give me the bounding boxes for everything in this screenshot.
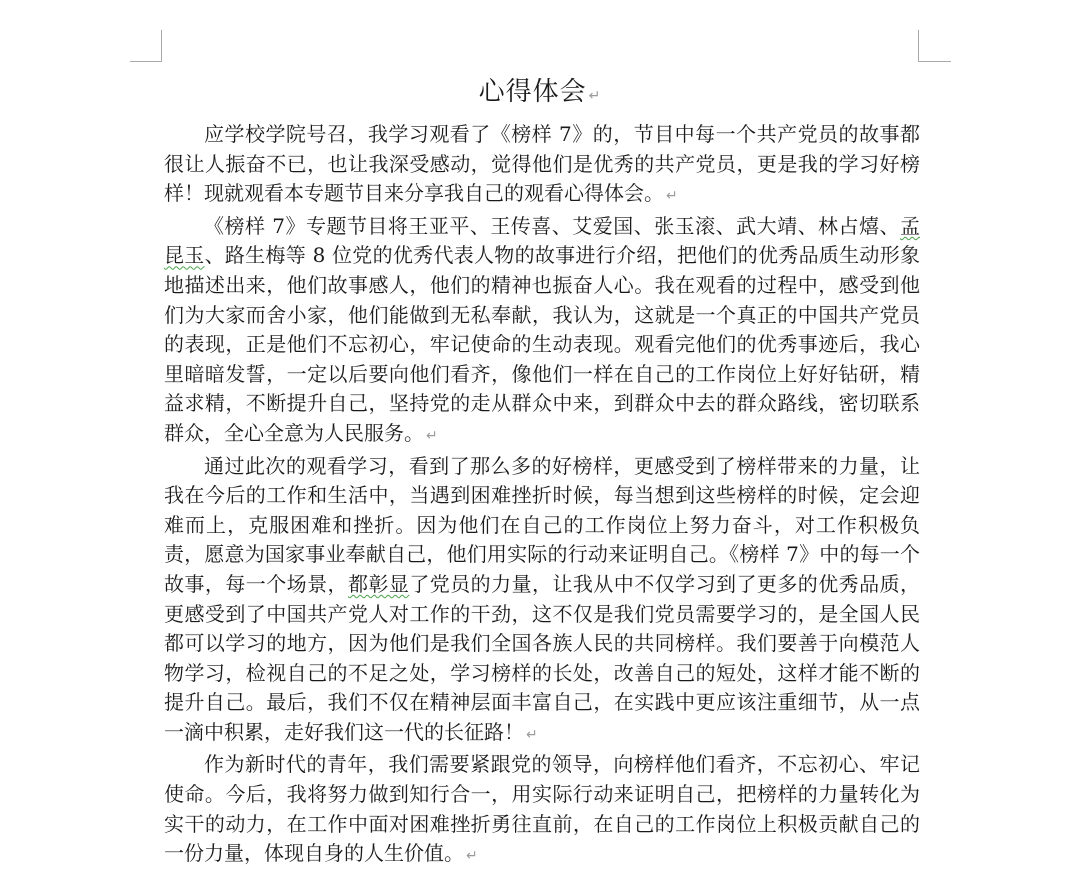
document-title[interactable] — [0, 74, 1080, 114]
paragraph-4[interactable] — [164, 750, 920, 871]
spelling-flagged-word[interactable]: 都彰显 — [348, 571, 410, 596]
document-body[interactable] — [164, 120, 920, 872]
paragraph-2-text-after: 、路生梅等 8 位党的优秀代表人物的故事进行介绍，把他们的优秀品质生动形象地描述出来，他们故事感人，他们的精神也振奋人心。我在观看的过程中，感受到他们为大家而舍小家，他们能做到无私奉献，我认为，这就是一个真正的中国共产党员的表现，正是他们不忘初心，牢记使命的生动表现。观看完他们的优秀事迹后，我心里暗暗发誓，一定以后要向他们看齐，像他们一样在自己的工作岗位上好好钻研，精益求精，不断提升自己，坚持党的走从群众中来，到群众中去的群众路线，密切联系群众，全心全意为人民服务。 — [164, 243, 920, 445]
title-text: 心得体会 — [478, 77, 587, 107]
paragraph-3[interactable] — [164, 452, 920, 751]
top-left-crop-mark — [130, 30, 162, 62]
paragraph-3-text-before: 通过此次的观看学习，看到了那么多的好榜样，更感受到了榜样带来的力量，让我在今后的工作和生活中，当遇到困难挫折时候，每当想到这些榜样的时候，定会迎难而上，克服困难和挫折。因为他们在自己的工作岗位上努力奋斗，对工作积极负责，愿意为国家事业奉献自己，他们用实际的行动来证明自己。《榜样 7》中的每一个故事，每一个场景， — [164, 453, 920, 596]
paragraph-3-text-after: 了党员的力量，让我从中不仅学习到了更多的优秀品质，更感受到了中国共产党人对工作的干劲，这不仅是我们党员需要学习的，是全国人民都可以学习的地方，因为他们是我们全国各族人民的共同榜样。我们要善于向模范人物学习，检视自己的不足之处，学习榜样的长处，改善自己的短处，这样才能不断的提升自己。最后，我们不仅在精神层面丰富自己，在实践中更应该注重细节，从一点一滴中积累，走好我们这一代的长征路！ — [164, 571, 921, 744]
paragraph-2-text-before: 《榜样 7》专题节目将王亚平、王传喜、艾爱国、张玉滚、武大靖、林占熺、 — [204, 213, 900, 238]
top-right-crop-mark — [918, 30, 951, 62]
paragraph-mark-icon: ↵ — [666, 188, 678, 205]
paragraph-1[interactable] — [164, 120, 920, 212]
spelling-flagged-word[interactable]: 孟昆玉 — [164, 213, 920, 268]
paragraph-2[interactable] — [164, 212, 920, 452]
paragraph-mark-icon: ↵ — [526, 726, 538, 743]
paragraph-mark-icon: ↵ — [466, 848, 478, 865]
paragraph-4-text: 作为新时代的青年，我们需要紧跟党的领导，向榜样他们看齐，不忘初心、牢记使命。今后，我将努力做到知行合一，用实际行动来证明自己，把榜样的力量转化为实干的动力，在工作中面对困难挫折勇往直前，在自己的工作岗位上积极贡献自己的一份力量，体现自身的人生价值。 — [164, 752, 920, 866]
paragraph-mark-icon: ↵ — [588, 88, 602, 104]
paragraph-1-text: 应学校学院号召，我学习观看了《榜样 7》的，节目中每一个共产党员的故事都很让人振奋不已，也让我深受感动，觉得他们是优秀的共产党员，更是我的学习好榜样！现就观看本专题节目来分享我自己的观看心得体会。 — [164, 122, 920, 206]
paragraph-mark-icon: ↵ — [426, 427, 438, 444]
